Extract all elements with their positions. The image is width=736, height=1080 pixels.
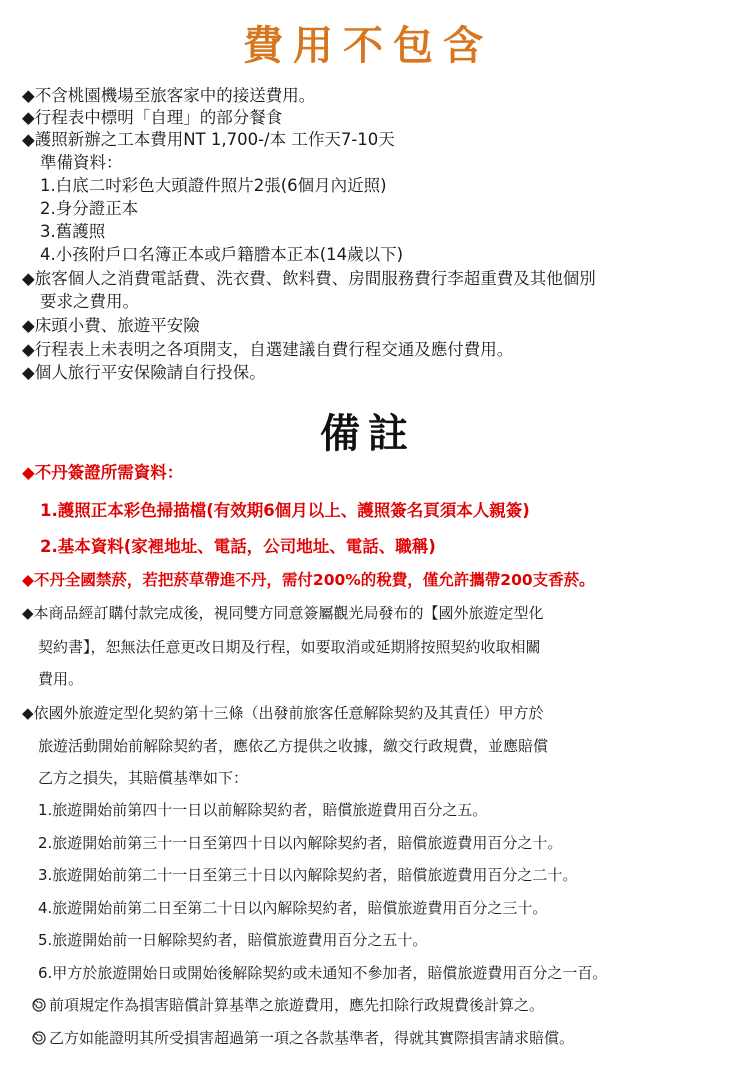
notes-line: 契約書】，恕無法任意更改日期及行程，如要取消或延期將按照契約收取相關 bbox=[38, 638, 541, 656]
notes-line: 5.旅遊開始前一日解除契約者，賠償旅遊費用百分之五十。 bbox=[38, 931, 428, 949]
notes-line bbox=[32, 1027, 574, 1049]
excluded-line: 準備資料： bbox=[40, 153, 123, 172]
notes-line: 乙方之損失，其賠償基準如下： bbox=[38, 769, 249, 787]
notes-line: ◆依國外旅遊定型化契約第十三條（出發前旅客任意解除契約及其責任）甲方於 bbox=[22, 704, 544, 722]
spiral-icon bbox=[32, 998, 46, 1012]
excluded-line: 4.小孩附戶口名簿正本或戶籍謄本正本(14歲以下) bbox=[40, 245, 404, 264]
excluded-line: 1.白底二吋彩色大頭證件照片2張(6個月內近照) bbox=[40, 176, 387, 195]
notes-line: ◆本商品經訂購付款完成後，視同雙方同意簽屬觀光局發布的【國外旅遊定型化 bbox=[22, 604, 544, 622]
excluded-line: 要求之費用。 bbox=[40, 292, 139, 311]
notes-line: 6.甲方於旅遊開始日或開始後解除契約或未通知不參加者，賠償旅遊費用百分之一百。 bbox=[38, 964, 608, 982]
excluded-line: ◆行程表中標明「自理」的部分餐食 bbox=[22, 108, 283, 127]
excluded-line: 3.舊護照 bbox=[40, 222, 106, 241]
spiral-icon bbox=[32, 1031, 46, 1045]
excluded-title: 費用不包含 bbox=[243, 23, 493, 69]
excluded-line: ◆個人旅行平安保險請自行投保。 bbox=[22, 363, 266, 382]
notes-red-line: 2.基本資料(家裡地址、電話，公司地址、電話、職稱) bbox=[40, 537, 436, 556]
notes-line: 4.旅遊開始前第二日至第二十日以內解除契約者，賠償旅遊費用百分之三十。 bbox=[38, 899, 548, 917]
notes-red-line: 1.護照正本彩色掃描檔(有效期6個月以上、護照簽名頁須本人親簽) bbox=[40, 501, 530, 520]
notes-line: 3.旅遊開始前第二十一日至第三十日以內解除契約者，賠償旅遊費用百分之二十。 bbox=[38, 866, 578, 884]
notes-line: 旅遊活動開始前解除契約者，應依乙方提供之收據，繳交行政規費，並應賠償 bbox=[38, 737, 549, 755]
excluded-line: ◆行程表上未表明之各項開支，自選建議自費行程交通及應付費用。 bbox=[22, 340, 514, 359]
notes-line bbox=[32, 994, 544, 1016]
notes-red-line: ◆不丹全國禁菸，若把菸草帶進不丹，需付200%的稅費，僅允許攜帶200支香菸。 bbox=[22, 571, 595, 589]
notes-line-text: 前項規定作為損害賠償計算基準之旅遊費用，應先扣除行政規費後計算之。 bbox=[49, 996, 545, 1014]
excluded-line: ◆不含桃園機場至旅客家中的接送費用。 bbox=[22, 86, 316, 105]
notes-title: 備註 bbox=[320, 411, 416, 457]
excluded-line: ◆護照新辦之工本費用NT 1,700-/本 工作天7-10天 bbox=[22, 130, 395, 149]
notes-red-line: ◆不丹簽證所需資料： bbox=[22, 463, 184, 482]
excluded-line: ◆床頭小費、旅遊平安險 bbox=[22, 316, 200, 335]
notes-line: 1.旅遊開始前第四十一日以前解除契約者，賠償旅遊費用百分之五。 bbox=[38, 801, 488, 819]
notes-line-text: 乙方如能證明其所受損害超過第一項之各款基準者，得就其實際損害請求賠償。 bbox=[49, 1029, 575, 1047]
notes-line: 費用。 bbox=[38, 670, 84, 688]
excluded-line: ◆旅客個人之消費電話費、洗衣費、飲料費、房間服務費行李超重費及其他個別 bbox=[22, 269, 596, 288]
notes-line: 2.旅遊開始前第三十一日至第四十日以內解除契約者，賠償旅遊費用百分之十。 bbox=[38, 834, 563, 852]
excluded-line: 2.身分證正本 bbox=[40, 199, 139, 218]
